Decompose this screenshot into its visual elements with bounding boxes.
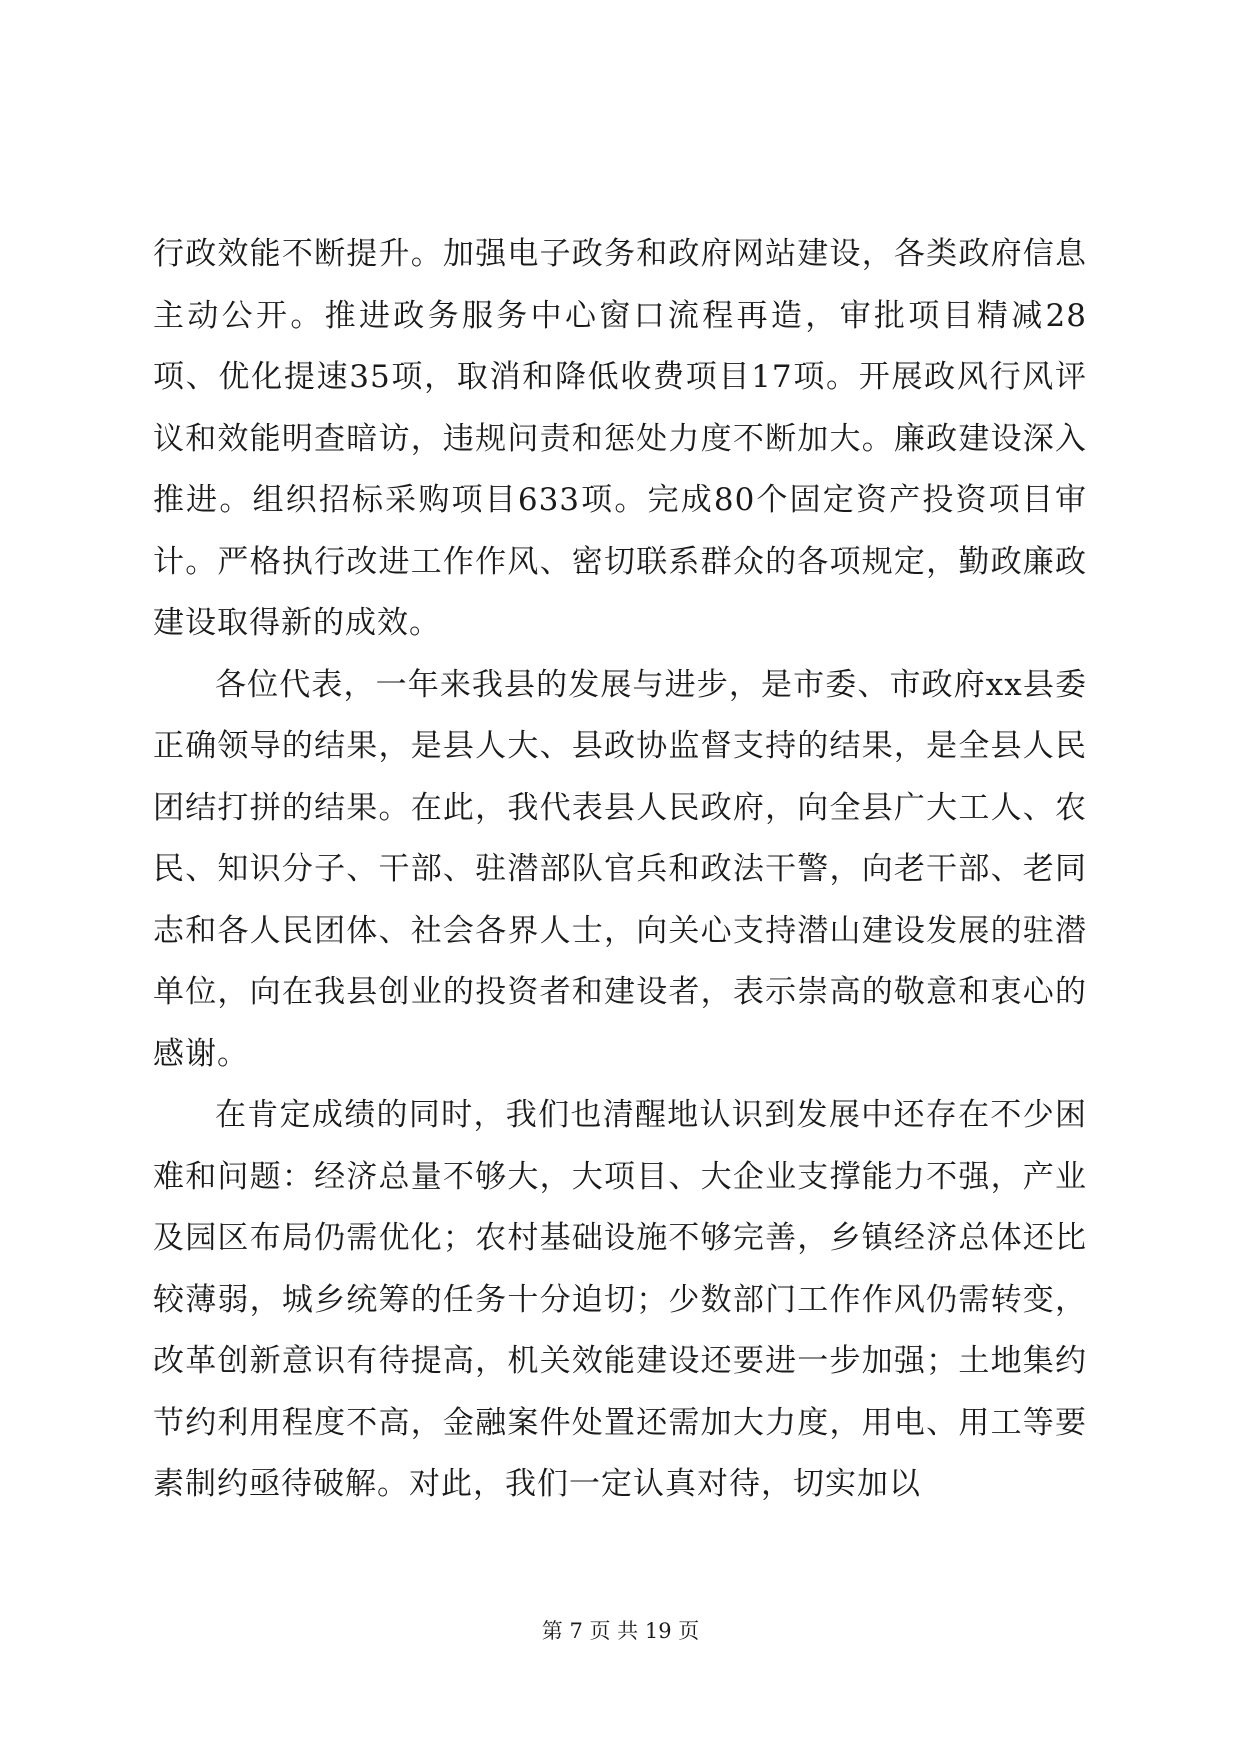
paragraph-problems: 在肯定成绩的同时，我们也清醒地认识到发展中还存在不少困难和问题：经济总量不够大，大项目、大企业支撑能力不强，产业及园区布局仍需优化；农村基础设施不够完善，乡镇经济总体还比较薄弱，城乡统筹的任务十分迫切；少数部门工作作风仍需转变，改革创新意识有待提高，机关效能建设还要进一步加强；土地集约节约利用程度不高，金融案件处置还需加大力度，用电、用工等要素制约亟待破解。对此，我们一定认真对待，切实加以 bbox=[153, 1097, 1087, 1502]
page-number-footer: 第 7 页 共 19 页 bbox=[541, 1619, 700, 1643]
paragraph-thanks: 各位代表，一年来我县的发展与进步，是市委、市政府xx县委正确领导的结果，是县人大、县政协监督支持的结果，是全县人民团结打拼的结果。在此，我代表县人民政府，向全县广大工人、农民、知识分子、干部、驻潜部队官兵和政法干警，向老干部、老同志和各人民团体、社会各界人士，向关心支持潜山建设发展的驻潜单位，向在我县创业的投资者和建设者，表示崇高的敬意和衷心的感谢。 bbox=[153, 666, 1087, 1072]
document-body bbox=[153, 224, 1087, 1516]
paragraph-efficiency: 行政效能不断提升。加强电子政务和政府网站建设，各类政府信息主动公开。推进政务服务中心窗口流程再造，审批项目精减28项、优化提速35项，取消和降低收费项目17项。开展政风行风评议和效能明查暗访，违规问责和惩处力度不断加大。廉政建设深入推进。组织招标采购项目633项。完成80个固定资产投资项目审计。严格执行改进工作作风、密切联系群众的各项规定，勤政廉政建设取得新的成效。 bbox=[153, 236, 1087, 641]
